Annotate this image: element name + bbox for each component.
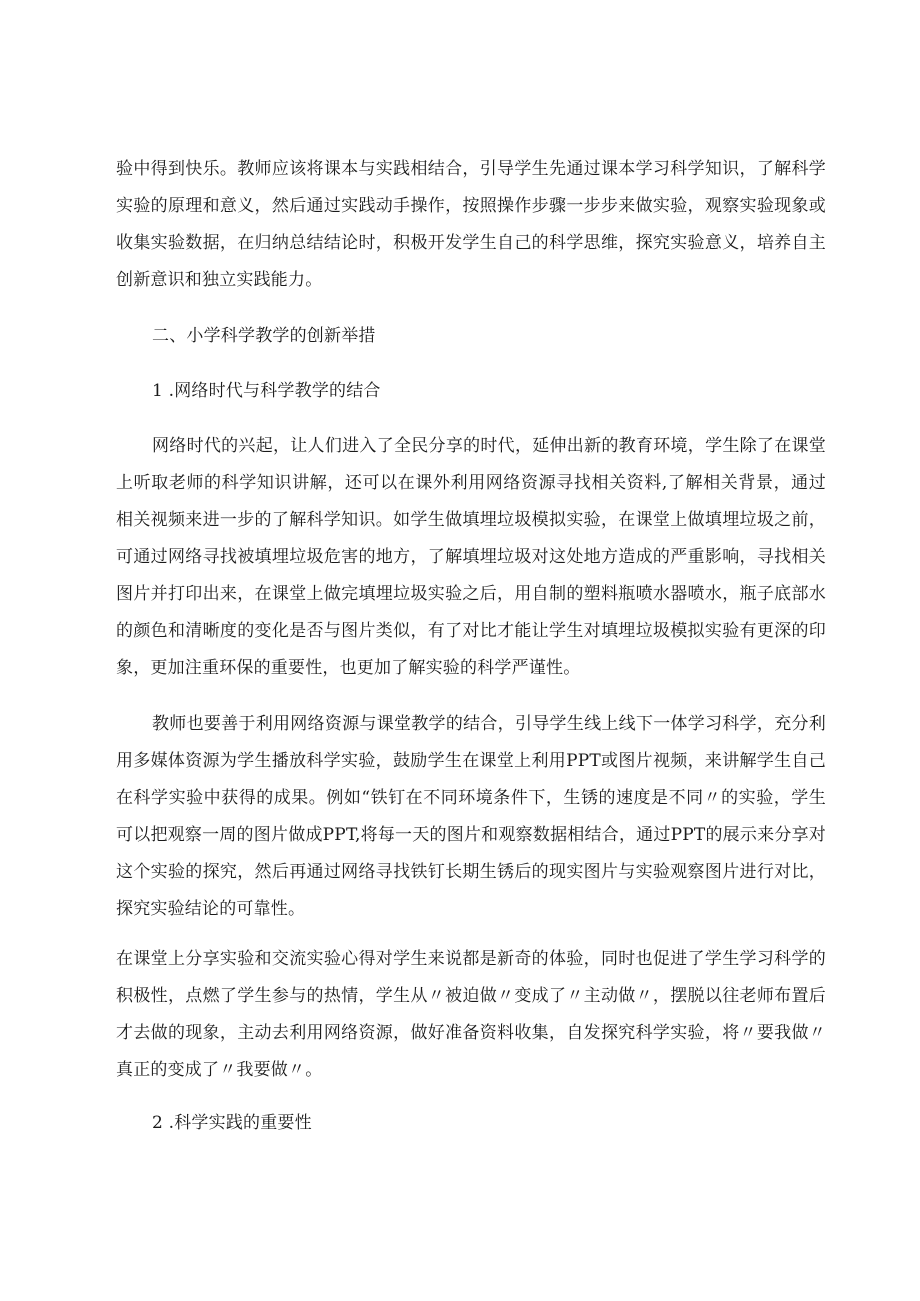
section-heading-innovation: 二、小学科学教学的创新举措	[152, 326, 376, 346]
paragraph-classroom-sharing: 在课堂上分享实验和交流实验心得对学生来说都是新奇的体验，同时也促进了学生学习科学的积极性，点燃了学生参与的热情，学生从〃被迫做〃变成了〃主动做〃，摆脱以往老师布置后才去做的现象，主动去利用网络资源，做好准备资料收集，自发探究科学实验，将〃要我做〃真正的变成了〃我要做〃。	[116, 949, 826, 1080]
paragraph-internet-era: 网络时代的兴起，让人们进入了全民分享的时代，延伸出新的教育环境，学生除了在课堂上听取老师的科学知识讲解，还可以在课外利用网络资源寻找相关资料,了解相关背景，通过相关视频来进一步的了解科学知识。如学生做填埋垃圾模拟实验，在课堂上做填埋垃圾之前，可通过网络寻找被填埋垃圾危害的地方，了解填埋垃圾对这处地方造成的严重影响，寻找相关图片并打印出来，在课堂上做完填埋垃圾实验之后，用自制的塑料瓶喷水器喷水，瓶子底部水的颜色和清晰度的变化是否与图片类似，有了对比才能让学生对填埋垃圾模拟实验有更深的印象，更加注重环保的重要性，也更加了解实验的科学严谨性。	[116, 436, 826, 678]
paragraph-network-resources: 教师也要善于利用网络资源与课堂教学的结合，引导学生线上线下一体学习科学，充分利用多媒体资源为学生播放科学实验，鼓励学生在课堂上利用PPT或图片视频，来讲解学生自己在科学实验中获得的成果。例如“铁钉在不同环境条件下，生锈的速度是不同〃的实验，学生可以把观察一周的图片做成PPT,将每一天的图片和观察数据相结合，通过PPT的展示来分享对这个实验的探究，然后再通过网络寻找铁钉长期生锈后的现实图片与实验观察图片进行对比，探究实验结论的可靠性。	[116, 714, 826, 919]
subsection-heading-practice-importance: 2 .科学实践的重要性	[152, 1113, 312, 1133]
paragraph-practice-summary: 验中得到快乐。教师应该将课本与实践相结合，引导学生先通过课本学习科学知识，了解科学实验的原理和意义，然后通过实践动手操作，按照操作步骤一步步来做实验，观察实验现象或收集实验数据，在归纳总结结论时，积极开发学生自己的科学思维，探究实验意义，培养自主创新意识和独立实践能力。	[116, 159, 826, 290]
subsection-heading-internet-era: 1 .网络时代与科学教学的结合	[152, 381, 381, 401]
